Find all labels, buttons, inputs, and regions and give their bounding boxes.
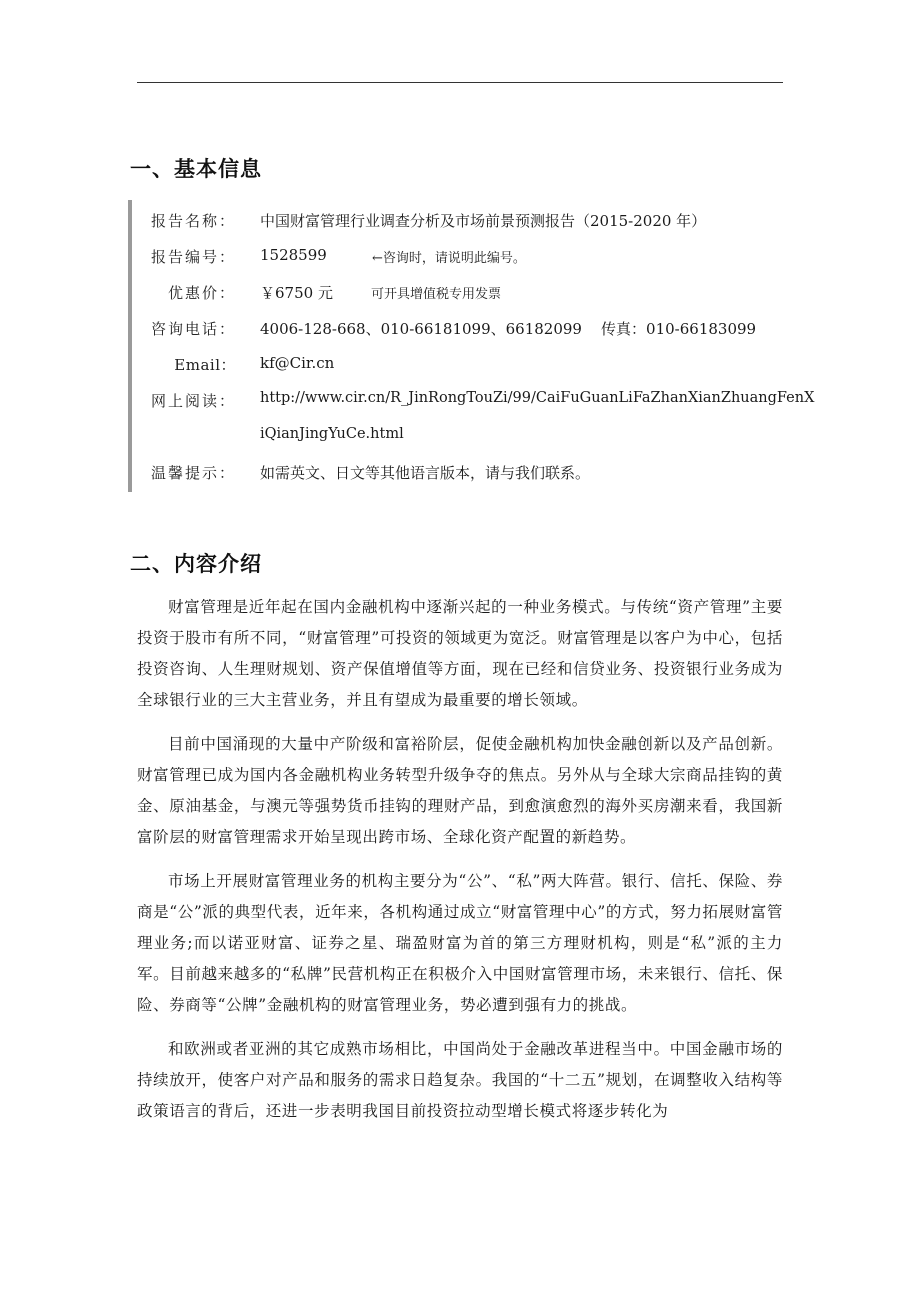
report-no-note: ←咨询时，请说明此编号。	[372, 251, 526, 266]
section-title-basic-info: 一、基本信息	[130, 157, 262, 181]
report-no-value: 1528599	[260, 246, 327, 264]
price-value: ￥6750 元	[260, 284, 333, 302]
report-name-value: 中国财富管理行业调查分析及市场前景预测报告（2015-2020 年）	[260, 212, 707, 230]
online-url-line1[interactable]: http://www.cir.cn/R_JinRongTouZi/99/CaiFuGuanLiFaZhanXianZhuangFenX	[260, 390, 815, 406]
online-url-line2[interactable]: iQianJingYuCe.html	[260, 426, 404, 442]
tip-value: 如需英文、日文等其他语言版本，请与我们联系。	[260, 464, 591, 482]
paragraph: 市场上开展财富管理业务的机构主要分为“公”、“私”两大阵营。银行、信托、保险、券商是“公”派的典型代表，近年来，各机构通过成立“财富管理中心”的方式，努力拓展财富管理业务;而以诺亚财富、证券之星、瑞盈财富为首的第三方理财机构，则是“私”派的主力军。目前越来越多的“私牌”民营机构正在积极介入中国财富管理市场，未来银行、信托、保险、券商等“公牌”金融机构的财富管理业务，势必遭到强有力的挑战。	[137, 872, 783, 1014]
paragraph: 和欧洲或者亚洲的其它成熟市场相比，中国尚处于金融改革进程当中。中国金融市场的持续放开，使客户对产品和服务的需求日趋复杂。我国的“十二五”规划，在调整收入结构等政策语言的背后，还进一步表明我国目前投资拉动型增长模式将逐步转化为	[137, 1040, 783, 1120]
paragraph: 目前中国涌现的大量中产阶级和富裕阶层，促使金融机构加快金融创新以及产品创新。财富管理已成为国内各金融机构业务转型升级争夺的焦点。另外从与全球大宗商品挂钩的黄金、原油基金，与澳元等强势货币挂钩的理财产品，到愈演愈烈的海外买房潮来看，我国新富阶层的财富管理需求开始呈现出跨市场、全球化资产配置的新趋势。	[137, 735, 783, 846]
basic-info-block	[128, 200, 815, 492]
content-intro-body	[137, 592, 783, 1140]
paragraph: 财富管理是近年起在国内金融机构中逐渐兴起的一种业务模式。与传统“资产管理”主要投资于股市有所不同，“财富管理”可投资的领域更为宽泛。财富管理是以客户为中心，包括投资咨询、人生理财规划、资产保值增值等方面，现在已经和信贷业务、投资银行业务成为全球银行业的三大主营业务，并且有望成为最重要的增长领域。	[137, 598, 783, 709]
online-label: 网上阅读：	[150, 392, 236, 410]
price-label: 优惠价：	[167, 284, 236, 302]
email-link[interactable]: kf@Cir.cn	[260, 354, 335, 372]
phone-label: 咨询电话：	[150, 320, 236, 338]
report-name-label: 报告名称：	[150, 212, 236, 230]
tip-label: 温馨提示：	[150, 464, 236, 482]
report-no-label: 报告编号：	[150, 248, 236, 266]
phone-value: 4006-128-668、010-66181099、66182099 传真：010-66183099	[260, 320, 757, 338]
section-title-content-intro: 二、内容介绍	[130, 552, 262, 576]
email-label: Email：	[174, 356, 236, 374]
price-note: 可开具增值税专用发票	[371, 287, 502, 302]
header-rule	[137, 82, 783, 83]
